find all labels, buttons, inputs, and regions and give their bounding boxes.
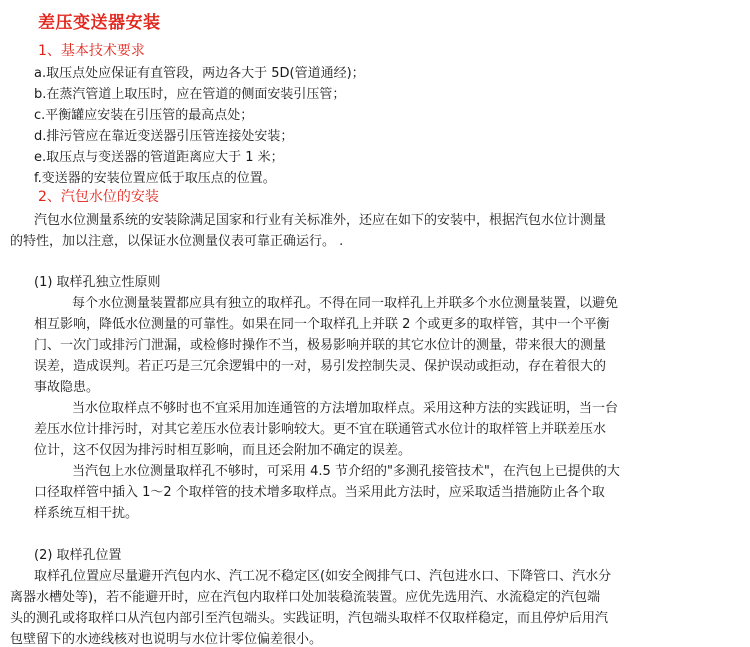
paragraph-line: 取样孔位置应尽量避开汽包内水、汽工况不稳定区(如安全阀排气口、汽包进水口、下降管口、汽水分: [34, 569, 612, 584]
requirement-item-f: f.变送器的安装位置应低于取压点的位置。: [34, 171, 276, 186]
paragraph-line: 头的测孔或将取样口从汽包内部引至汽包端头。实践证明，汽包端头取样不仅取样稳定，而且停炉后用汽: [10, 611, 609, 626]
requirement-item-e: e.取压点与变送器的管道距离应大于 1 米；: [34, 150, 284, 165]
section-2-heading: 2、汽包水位的安装: [38, 189, 159, 205]
page-title: 差压变送器安装: [38, 13, 161, 33]
paragraph-line: 门、一次门或排污门泄漏，或检修时操作不当，极易影响并联的其它水位计的测量，带来很大的测量: [34, 338, 607, 353]
requirement-item-b: b.在蒸汽管道上取压时，应在管道的侧面安装引压管；: [34, 87, 346, 102]
section-2-intro-line: 汽包水位测量系统的安装除满足国家和行业有关标准外，还应在如下的安装中，根据汽包水位计测量: [34, 213, 607, 228]
paragraph-line: 每个水位测量装置都应具有独立的取样孔。不得在同一取样孔上并联多个水位测量装置，以避免: [72, 296, 619, 311]
requirement-item-a: a.取压点处应保证有直管段，两边各大于 5D(管道通经)；: [34, 66, 365, 81]
section-2-intro-line: 的特性，加以注意，以保证水位测量仪表可靠正确运行。 .: [10, 234, 344, 249]
paragraph-line: 误差，造成误判。若正巧是三冗余逻辑中的一对，易引发控制失灵、保护误动或拒动，存在着很大的: [34, 359, 607, 374]
paragraph-line: 相互影响，降低水位测量的可靠性。如果在同一个取样孔上并联 2 个或更多的取样管，其中一个平衡: [34, 317, 610, 332]
paragraph-line: 事故隐患。: [34, 380, 100, 395]
requirement-item-c: c.平衡罐应安装在引压管的最高点处；: [34, 108, 254, 123]
paragraph-line: 离器水槽处等)，若不能避开时，应在汽包内取样口处加装稳流装置。应优先选用汽、水流稳定的汽包端: [10, 590, 601, 605]
paragraph-line: 当水位取样点不够时也不宜采用加连通管的方法增加取样点。采用这种方法的实践证明，当一台: [72, 401, 619, 416]
paragraph-line: 口径取样管中插入 1～2 个取样管的技术增多取样点。当采用此方法时，应采取适当措施防止各个取: [34, 485, 605, 500]
subsection-1-heading: (1) 取样孔独立性原则: [34, 275, 161, 290]
section-1-heading: 1、基本技术要求: [38, 43, 145, 59]
paragraph-line: 包壁留下的水迹线核对也说明与水位计零位偏差很小。: [10, 632, 323, 647]
subsection-2-heading: (2) 取样孔位置: [34, 548, 122, 563]
paragraph-line: 差压水位计排污时，对其它差压水位表计影响较大。更不宜在联通管式水位计的取样管上并联差压水: [34, 422, 607, 437]
paragraph-line: 样系统互相干扰。: [34, 506, 139, 521]
paragraph-line: 当汽包上水位测量取样孔不够时，可采用 4.5 节介绍的"多测孔接管技术"，在汽包上已提供的大: [72, 464, 620, 479]
paragraph-line: 位计，这不仅因为排污时相互影响，而且还会附加不确定的误差。: [34, 443, 412, 458]
requirement-item-d: d.排污管应在靠近变送器引压管连接处安装；: [34, 129, 294, 144]
